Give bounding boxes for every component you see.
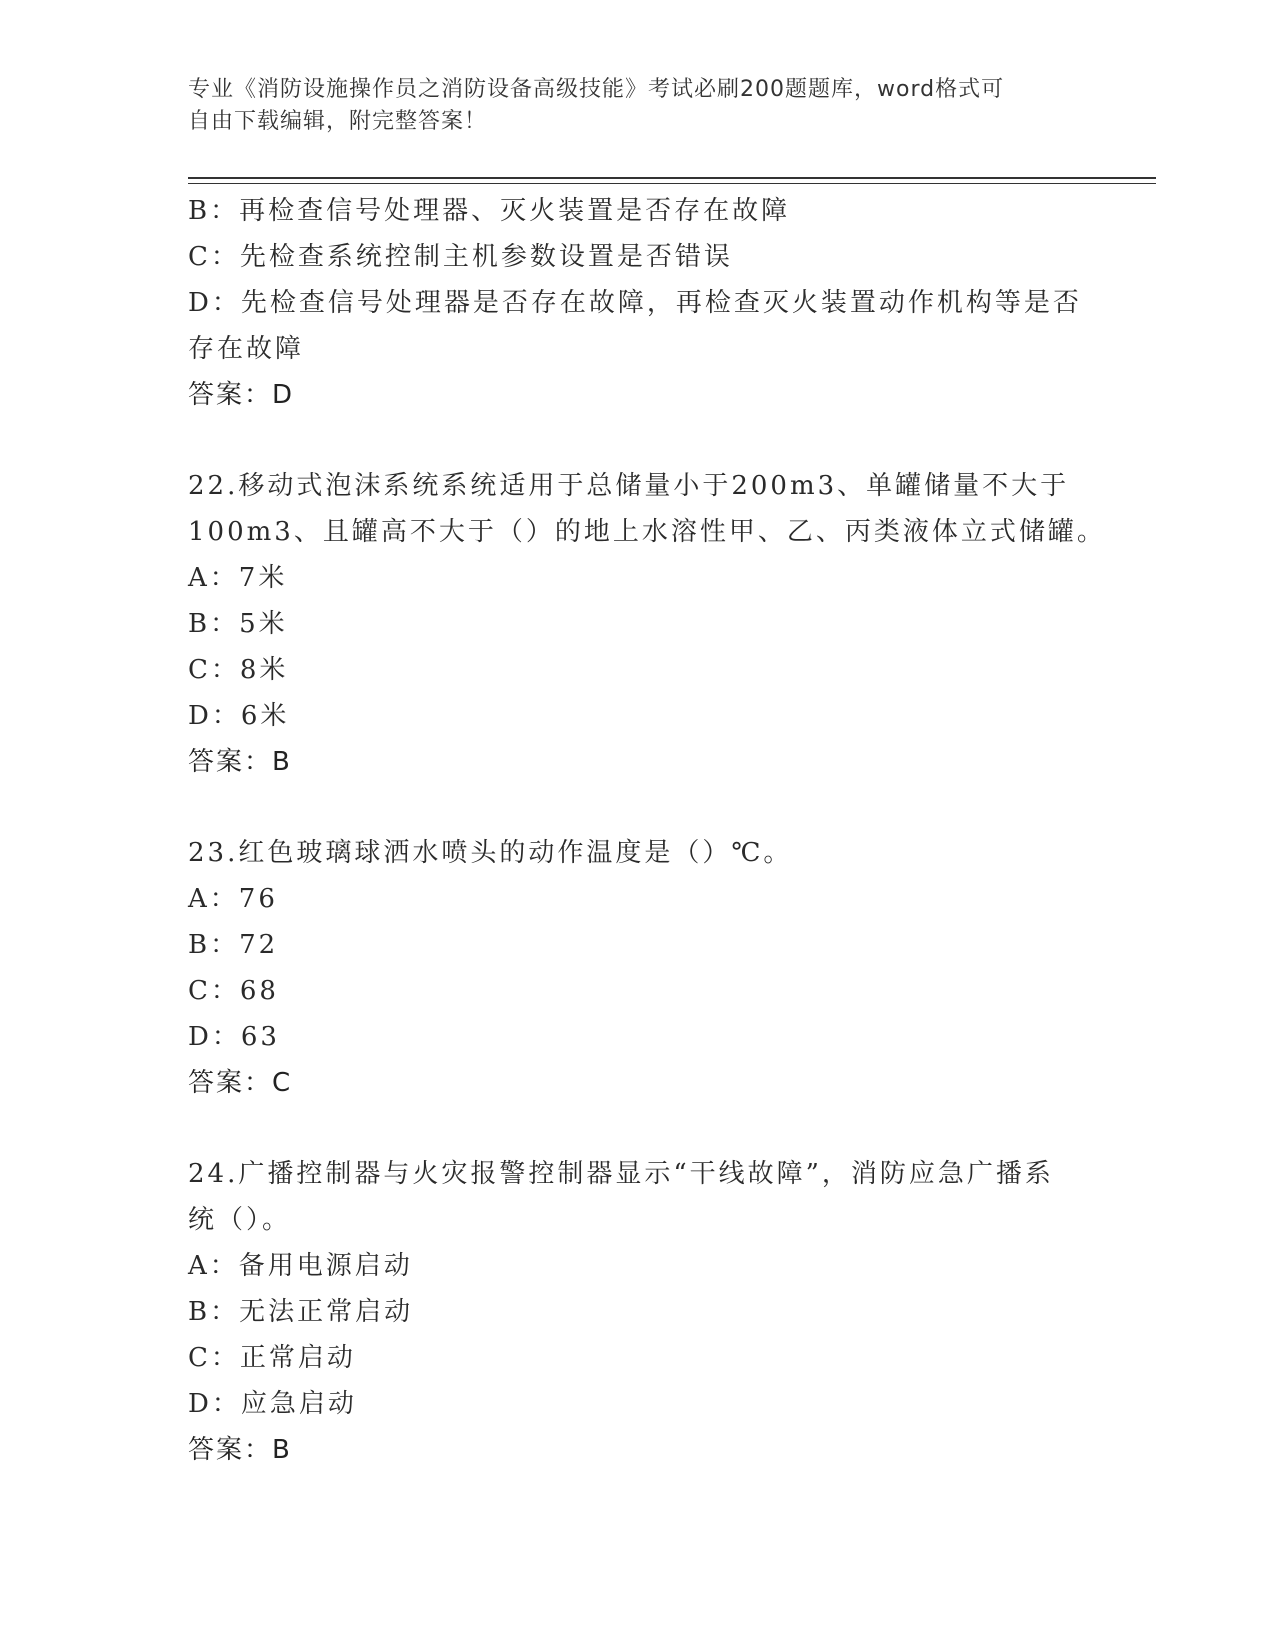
question-24 [188, 1151, 1088, 1473]
header-rule-thin [188, 183, 1156, 184]
option-text: C：先检查系统控制主机参数设置是否错误 [188, 242, 733, 272]
question-21-continued [188, 188, 1088, 418]
option-text: 存在故障 [188, 334, 305, 364]
option-a: A：76 [188, 884, 278, 914]
option-a: A：7米 [188, 563, 288, 593]
header-line-2: 自由下载编辑，附完整答案！ [188, 109, 488, 134]
answer-line: 答案：C [188, 1068, 293, 1098]
option-b: B：72 [188, 930, 279, 960]
question-stem: 23.红色玻璃球洒水喷头的动作温度是（）℃。 [188, 838, 793, 868]
question-list [188, 188, 1106, 1473]
header-line-1: 专业《消防设施操作员之消防设备高级技能》考试必刷200题题库，word格式可 [188, 77, 1005, 102]
answer-line: 答案：B [188, 747, 292, 777]
option-d: D：应急启动 [188, 1389, 357, 1419]
document-header [188, 74, 1088, 138]
question-stem: 22.移动式泡沫系统系统适用于总储量小于200m3、单罐储量不大于 [188, 471, 1070, 501]
question-23 [188, 830, 1088, 1106]
option-a: A：备用电源启动 [188, 1251, 413, 1281]
option-c: C：正常启动 [188, 1343, 356, 1373]
question-22 [188, 463, 1106, 785]
answer-line: 答案：D [188, 380, 295, 410]
option-c: C：8米 [188, 655, 289, 685]
option-text: B：再检查信号处理器、灭火装置是否存在故障 [188, 196, 791, 226]
question-stem: 24.广播控制器与火灾报警控制器显示“干线故障”，消防应急广播系 [188, 1159, 1054, 1189]
option-b: B：5米 [188, 609, 288, 639]
option-text: D：先检查信号处理器是否存在故障，再检查灭火装置动作机构等是否 [188, 288, 1082, 318]
question-stem: 统（）。 [188, 1205, 292, 1235]
option-d: D：63 [188, 1022, 280, 1052]
option-c: C：68 [188, 976, 279, 1006]
header-rule-thick [188, 177, 1156, 179]
answer-line: 答案：B [188, 1435, 292, 1465]
option-b: B：无法正常启动 [188, 1297, 414, 1327]
option-d: D：6米 [188, 701, 290, 731]
question-stem: 100m3、且罐高不大于（）的地上水溶性甲、乙、丙类液体立式储罐。 [188, 517, 1106, 547]
